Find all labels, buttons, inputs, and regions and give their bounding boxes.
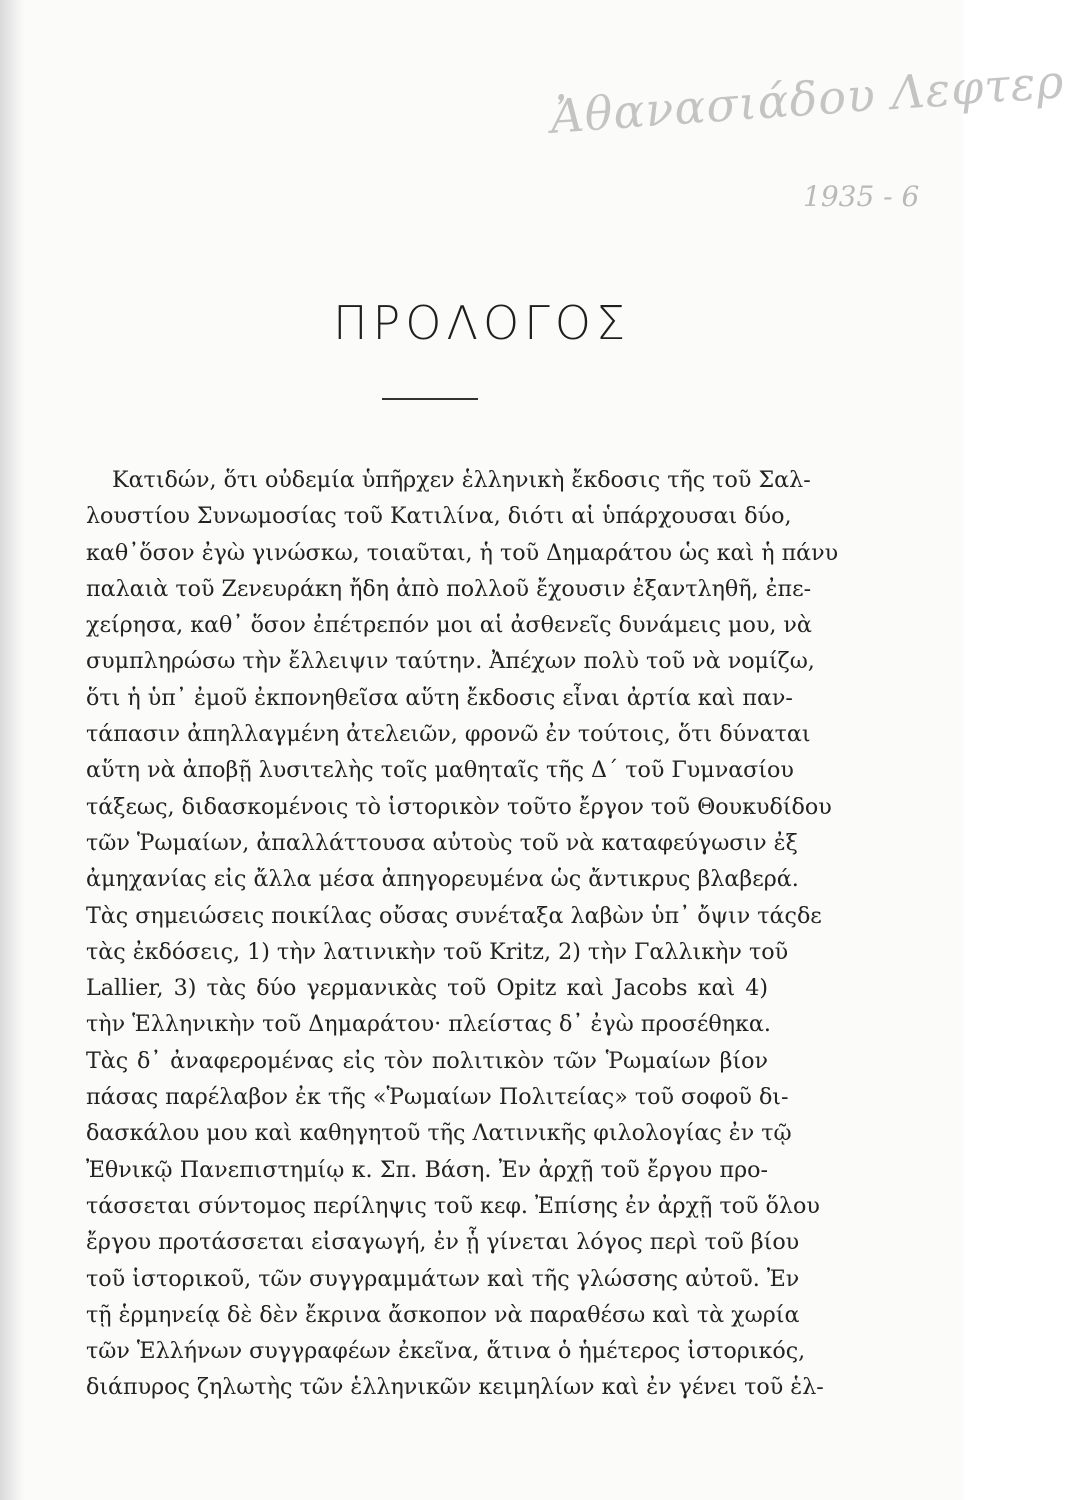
text-line: καθ᾽ὅσον ἐγὼ γινώσκω, τοιαῦται, ἡ τοῦ Δημαράτου ὡς καὶ ἡ πάνυ bbox=[86, 539, 839, 566]
text-line: τῇ ἑρμηνείᾳ δὲ δὲν ἔκρινα ἄσκοπον νὰ παραθέσω καὶ τὰ χωρία bbox=[86, 1301, 800, 1328]
text-line: λουστίου Συνωμοσίας τοῦ Κατιλίνα, διότι αἱ ὑπάρχουσαι δύο, bbox=[86, 503, 792, 530]
page-title: ΠΡΟΛΟΓΟΣ bbox=[332, 296, 631, 350]
text-line: τάξεως, διδασκομένοις τὸ ἱστορικὸν τοῦτο ἔργον τοῦ Θουκυδίδου bbox=[86, 793, 832, 820]
text-line: τοῦ ἱστορικοῦ, τῶν συγγραμμάτων καὶ τῆς γλώσσης αὐτοῦ. Ἐν bbox=[86, 1265, 800, 1292]
text-line: αὕτη νὰ ἀποβῇ λυσιτελὴς τοῖς μαθηταῖς τῆς Δ´ τοῦ Γυμνασίου bbox=[86, 757, 794, 784]
text-line: Τὰς σημειώσεις ποικίλας οὔσας συνέταξα λαβὼν ὑπ᾽ ὄψιν τάςδε bbox=[86, 902, 822, 929]
prologue-paragraph bbox=[86, 462, 839, 1406]
title-divider bbox=[382, 398, 478, 400]
text-line: δασκάλου μου καὶ καθηγητοῦ τῆς Λατινικῆς φιλολογίας ἐν τῷ bbox=[86, 1120, 792, 1147]
text-line: Lallier, 3) τὰς δύο γερμανικὰς τοῦ Opitz καὶ Jacobs καὶ 4) bbox=[86, 975, 768, 1002]
text-line: πάσας παρέλαβον ἐκ τῆς «Ῥωμαίων Πολιτείας» τοῦ σοφοῦ δι- bbox=[86, 1084, 789, 1111]
handwritten-year: 1935 - 6 bbox=[803, 180, 920, 213]
page-binding-edge bbox=[0, 0, 24, 1500]
text-line: τάπασιν ἀπηλλαγμένη ἀτελειῶν, φρονῶ ἐν τούτοις, ὅτι δύναται bbox=[86, 721, 811, 748]
text-line: ὅτι ἡ ὑπ᾽ ἐμοῦ ἐκπονηθεῖσα αὕτη ἔκδοσις εἶναι ἀρτία καὶ παν- bbox=[86, 684, 793, 711]
text-line: παλαιὰ τοῦ Ζενευράκη ἤδη ἀπὸ πολλοῦ ἔχουσιν ἐξαντληθῆ, ἐπε- bbox=[86, 575, 812, 602]
text-line: τῶν Ῥωμαίων, ἀπαλλάττουσα αὐτοὺς τοῦ νὰ καταφεύγωσιν ἐξ bbox=[86, 829, 798, 856]
text-line: Κατιδών, ὅτι οὐδεμία ὑπῆρχεν ἑλληνικὴ ἔκδοσις τῆς τοῦ Σαλ- bbox=[112, 467, 811, 493]
text-line: Τὰς δ᾽ ἀναφερομένας εἰς τὸν πολιτικὸν τῶν Ῥωμαίων βίον bbox=[86, 1047, 768, 1074]
text-line: τὴν Ἑλληνικὴν τοῦ Δημαράτου· πλείστας δ᾽ ἐγὼ προσέθηκα. bbox=[86, 1011, 771, 1038]
text-line: διάπυρος ζηλωτὴς τῶν ἑλληνικῶν κειμηλίων καὶ ἐν γένει τοῦ ἑλ- bbox=[86, 1374, 824, 1401]
text-line: χείρησα, καθ᾽ ὅσον ἐπέτρεπόν μοι αἱ ἀσθενεῖς δυνάμεις μου, νὰ bbox=[86, 612, 812, 639]
text-line: ἔργου προτάσσεται εἰσαγωγή, ἐν ᾗ γίνεται λόγος περὶ τοῦ βίου bbox=[86, 1229, 800, 1256]
handwritten-signature: Ἀθανασιάδου Λεφτερ bbox=[548, 54, 1066, 144]
text-line: τάσσεται σύντομος περίληψις τοῦ κεφ. Ἐπίσης ἐν ἀρχῇ τοῦ ὅλου bbox=[86, 1192, 820, 1219]
text-line: Ἐθνικῷ Πανεπιστημίῳ κ. Σπ. Βάση. Ἐν ἀρχῇ τοῦ ἔργου προ- bbox=[86, 1156, 768, 1183]
text-line: ἀμηχανίας εἰς ἄλλα μέσα ἀπηγορευμένα ὡς ἄντικρυς βλαβερά. bbox=[86, 866, 799, 893]
text-line: τὰς ἐκδόσεις, 1) τὴν λατινικὴν τοῦ Kritz, 2) τὴν Γαλλικὴν τοῦ bbox=[86, 938, 789, 965]
text-line: συμπληρώσω τὴν ἔλλειψιν ταύτην. Ἀπέχων πολὺ τοῦ νὰ νομίζω, bbox=[86, 648, 815, 675]
text-line: τῶν Ἑλλήνων συγγραφέων ἐκεῖνα, ἅτινα ὁ ἡμέτερος ἱστορικός, bbox=[86, 1338, 806, 1365]
